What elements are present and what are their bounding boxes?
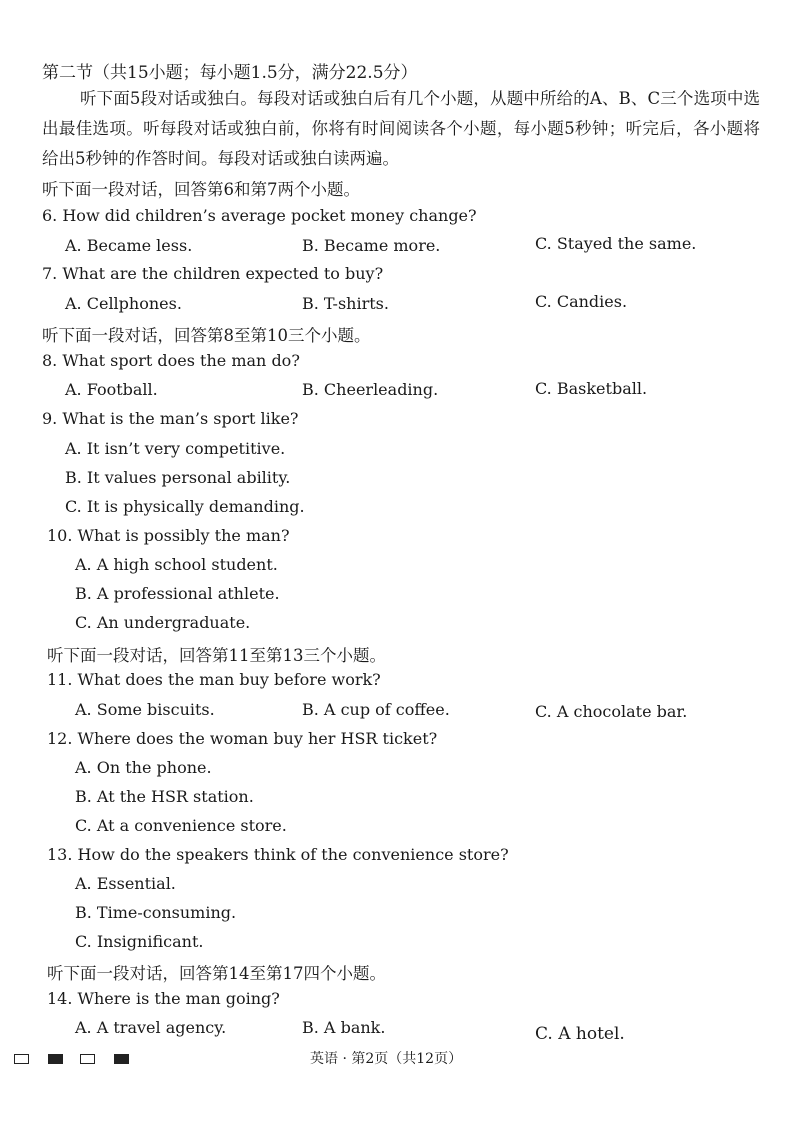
option-c: C. Insignificant. xyxy=(75,932,204,951)
option-b: B. Time-consuming. xyxy=(75,903,237,922)
option-a: A. On the phone. xyxy=(75,758,212,777)
solid-rect-icon xyxy=(48,1054,63,1064)
option-b: B. A professional athlete. xyxy=(75,584,280,603)
option-c: C. A chocolate bar. xyxy=(535,702,688,721)
option-a: A. Cellphones. xyxy=(65,294,182,313)
dialogue-instruction: 听下面一段对话，回答第8至第10三个小题。 xyxy=(42,326,371,345)
option-b: B. A bank. xyxy=(302,1018,386,1037)
dialogue-instruction: 听下面一段对话，回答第6和第7两个小题。 xyxy=(42,180,360,199)
hollow-rect-icon xyxy=(14,1054,29,1064)
option-a: A. A high school student. xyxy=(75,555,278,574)
page-footer xyxy=(0,1048,800,1072)
option-a: A. Some biscuits. xyxy=(75,700,215,719)
section-instructions: 听下面5段对话或独白。每段对话或独白后有几个小题，从题中所给的A、B、C三个选项中选出最佳选项。听每段对话或独白前，你将有时间阅读各个小题，每小题5秒钟；听完后，各小题将给出5秒钟的作答时间。每段对话或独白读两遍。 xyxy=(42,89,760,168)
question-stem: 7. What are the children expected to buy? xyxy=(42,264,384,283)
question-stem: 10. What is possibly the man? xyxy=(47,526,290,545)
option-b: B. Cheerleading. xyxy=(302,380,439,399)
option-c: C. A hotel. xyxy=(535,1024,625,1044)
option-b: B. It values personal ability. xyxy=(65,468,291,487)
dialogue-instruction: 听下面一段对话，回答第14至第17四个小题。 xyxy=(47,964,386,983)
option-c: C. Stayed the same. xyxy=(535,234,697,253)
option-c: C. At a convenience store. xyxy=(75,816,287,835)
option-b: B. Became more. xyxy=(302,236,441,255)
option-b: B. A cup of coffee. xyxy=(302,700,450,719)
question-stem: 12. Where does the woman buy her HSR ticket? xyxy=(47,729,438,748)
option-b: B. T-shirts. xyxy=(302,294,389,313)
option-c: C. It is physically demanding. xyxy=(65,497,305,516)
question-stem: 11. What does the man buy before work? xyxy=(47,670,381,689)
option-a: A. It isn’t very competitive. xyxy=(65,439,286,458)
section-header: 第二节（共15小题；每小题1.5分，满分22.5分） xyxy=(42,63,418,83)
option-a: A. Essential. xyxy=(75,874,176,893)
question-stem: 13. How do the speakers think of the convenience store? xyxy=(47,845,509,864)
option-c: C. Basketball. xyxy=(535,379,648,398)
question-stem: 9. What is the man’s sport like? xyxy=(42,409,299,428)
option-a: A. Became less. xyxy=(65,236,193,255)
page-number: 英语 · 第2页（共12页） xyxy=(310,1051,463,1067)
option-c: C. Candies. xyxy=(535,292,628,311)
solid-rect-icon xyxy=(114,1054,129,1064)
question-stem: 8. What sport does the man do? xyxy=(42,351,300,370)
option-a: A. A travel agency. xyxy=(75,1018,227,1037)
option-b: B. At the HSR station. xyxy=(75,787,254,806)
dialogue-instruction: 听下面一段对话，回答第11至第13三个小题。 xyxy=(47,646,386,665)
hollow-rect-icon xyxy=(80,1054,95,1064)
question-stem: 14. Where is the man going? xyxy=(47,989,280,1008)
option-c: C. An undergraduate. xyxy=(75,613,251,632)
option-a: A. Football. xyxy=(65,380,158,399)
question-stem: 6. How did children’s average pocket money change? xyxy=(42,206,477,225)
registration-marks xyxy=(14,1054,134,1068)
